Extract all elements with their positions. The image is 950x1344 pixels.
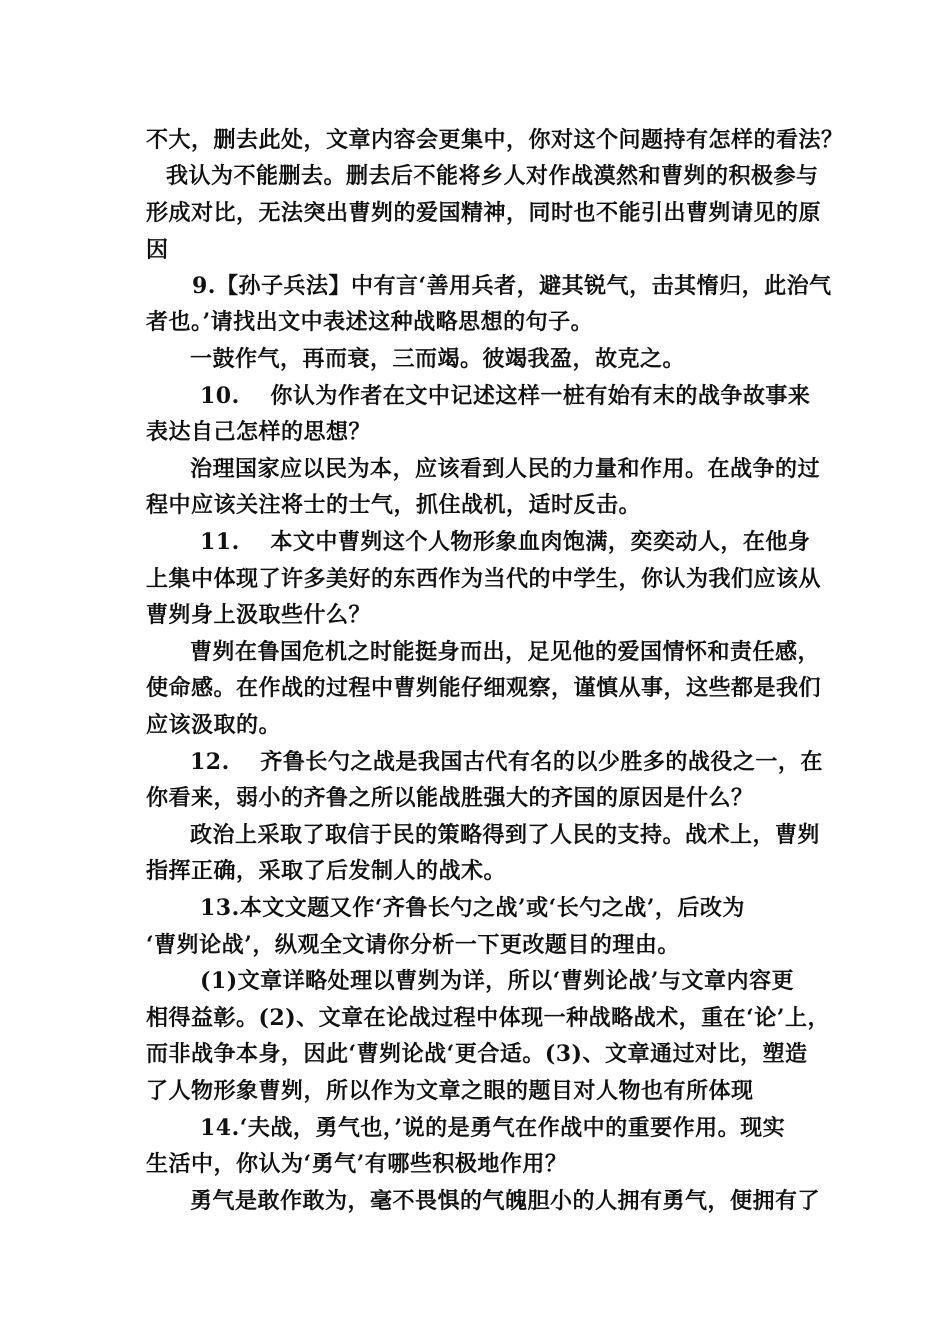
text-line: 形成对比，无法突出曹刿的爱国精神，同时也不能引出曹刿请见的原 [146,200,822,226]
text-line: 程中应该关注将士的士气，抓住战机，适时反击。 [146,492,642,518]
text-line: 曹刿身上汲取些什么？ [146,602,372,628]
text-line: 应该汲取的。 [146,712,282,738]
text-line: 9.【孙子兵法】中有言‘善用兵者，避其锐气，击其惰归，此治气 [192,273,832,299]
text-line: 因 [146,237,169,263]
text-line: 勇气是敢作敢为，毫不畏惧的气魄胆小的人拥有勇气，便拥有了 [190,1188,821,1214]
text-line: 治理国家应以民为本，应该看到人民的力量和作用。在战争的过 [190,456,821,482]
text-line: 生活中，你认为‘勇气’有哪些积极地作用？ [146,1151,568,1177]
text-line: 了人物形象曹刿，所以作为文章之眼的题目对人物也有所体现 [146,1078,754,1104]
text-line: 14.‘夫战，勇气也，’说的是勇气在作战中的重要作用。现实 [200,1115,786,1141]
text-line: 10. 你认为作者在文中记述这样一桩有始有末的战争故事来 [200,383,811,409]
text-line: 者也。’请找出文中表述这种战略思想的句子。 [146,309,594,335]
text-line: 13.本文文题又作‘齐鲁长勺之战’或‘长勺之战’，后改为 [200,895,745,921]
text-line: 曹刿在鲁国危机之时能挺身而出，足见他的爱国情怀和责任感， [190,639,821,665]
text-line: 指挥正确，采取了后发制人的战术。 [146,858,507,884]
text-line: 相得益彰。(2)、文章在论战过程中体现一种战略战术，重在‘论’上， [146,1005,830,1031]
text-line: 政治上采取了取信于民的策略得到了人民的支持。战术上，曹刿 [190,822,821,848]
text-line: 而非战争本身，因此‘曹刿论战‘更合适。(3)、文章通过对比，塑造 [146,1041,808,1067]
text-line: 一鼓作气，再而衰，三而竭。彼竭我盈，故克之。 [190,346,686,372]
text-line: 11. 本文中曹刿这个人物形象血肉饱满，奕奕动人，在他身 [200,529,811,555]
text-line: ‘曹刿论战’，纵观全文请你分析一下更改题目的理由。 [146,932,680,958]
text-line: 表达自己怎样的思想？ [146,419,372,445]
text-line: 你看来，弱小的齐鲁之所以能战胜强大的齐国的原因是什么？ [146,785,754,811]
text-line: 我认为不能删去。删去后不能将乡人对作战漠然和曹刿的积极参与 [166,163,819,189]
text-line: 12. 齐鲁长勺之战是我国古代有名的以少胜多的战役之一，在 [190,749,823,775]
text-line: 上集中体现了许多美好的东西作为当代的中学生，你认为我们应该从 [146,566,822,592]
text-line: 不大，删去此处，文章内容会更集中，你对这个问题持有怎样的看法？ [146,127,844,153]
text-line: 使命感。在作战的过程中曹刿能仔细观察，谨慎从事，这些都是我们 [146,675,822,701]
text-line: (1)文章详略处理以曹刿为详，所以‘曹刿论战’与文章内容更 [200,968,794,994]
